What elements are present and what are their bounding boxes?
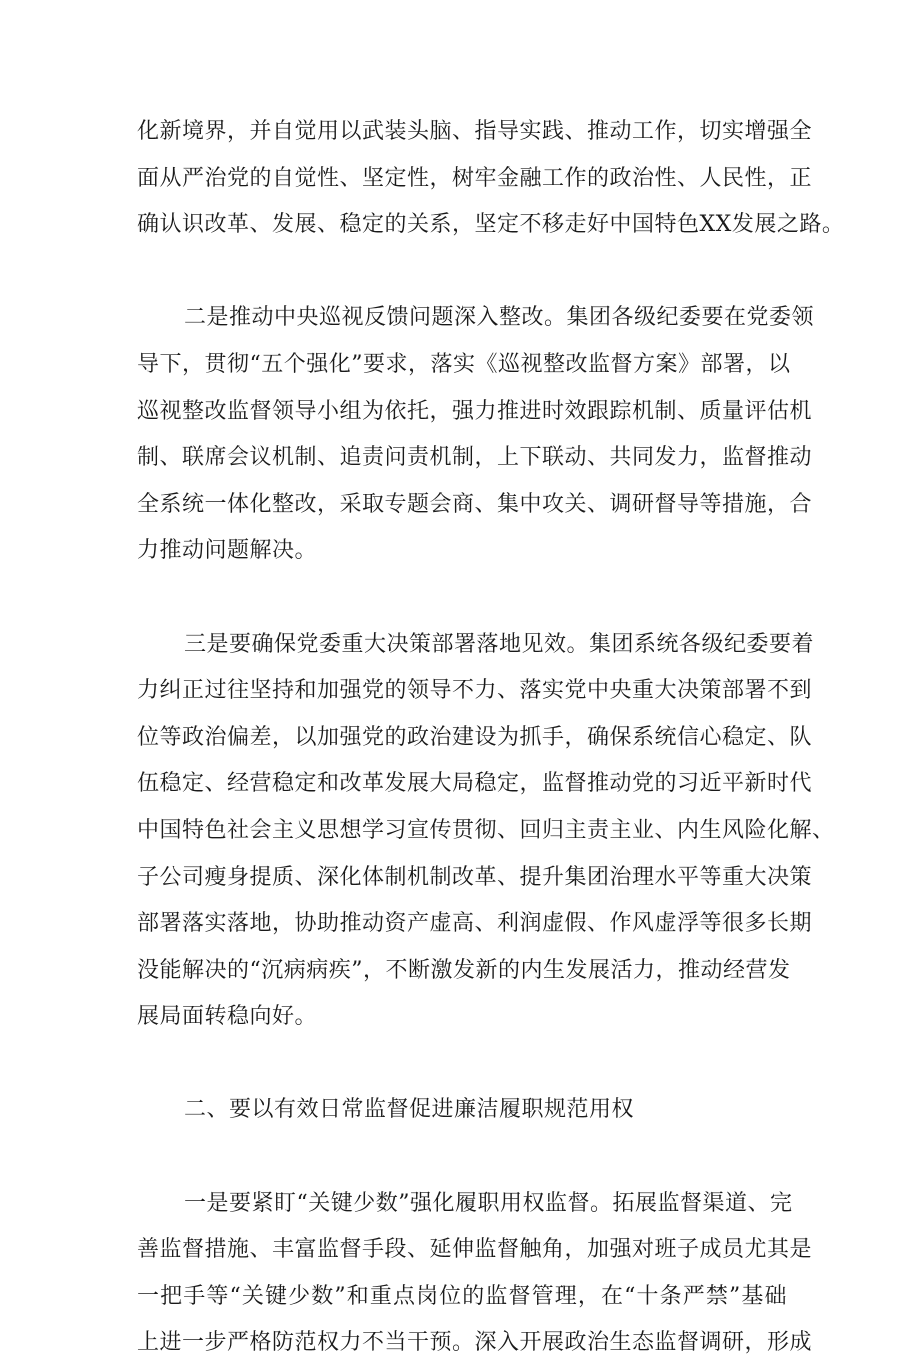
text-line: 没能解决的“沉病病疾”，不断激发新的内生发展活力，推动经营发: [137, 957, 791, 983]
text-line: 全系统一体化整改，采取专题会商、集中攻关、调研督导等措施，合: [137, 491, 813, 517]
text-line: 巡视整改监督领导小组为依托，强力推进时效跟踪机制、质量评估机: [137, 398, 813, 424]
text-line: 一是要紧盯“关键少数”强化履职用权监督。拓展监督渠道、完: [184, 1190, 793, 1216]
paragraph-inspection-rectification: [137, 295, 815, 575]
paragraph-spacer: [137, 1134, 787, 1181]
text-line: 部署落实落地，协助推动资产虚高、利润虚假、作风虚浮等很多长期: [137, 911, 813, 937]
text-line: 力推动问题解决。: [137, 538, 318, 564]
heading-line: 二、要以有效日常监督促进廉洁履职规范用权: [184, 1097, 635, 1123]
text-line: 力纠正过往坚持和加强党的领导不力、落实党中央重大决策部署不到: [137, 678, 813, 704]
paragraph-spacer: [137, 1041, 787, 1088]
text-line: 善监督措施、丰富监督手段、延伸监督触角，加强对班子成员尤其是: [137, 1237, 813, 1263]
text-line: 一把手等“关键少数”和重点岗位的监督管理，在“十条严禁”基础: [137, 1283, 787, 1309]
paragraph-key-minority: [137, 1181, 813, 1367]
paragraph-major-decisions: [137, 622, 835, 1041]
text-line: 二是推动中央巡视反馈问题深入整改。集团各级纪委要在党委领: [184, 305, 815, 331]
paragraph-continuation: [137, 109, 845, 249]
text-line: 展局面转稳向好。: [137, 1004, 318, 1030]
text-line: 确认识改革、发展、稳定的关系，坚定不移走好中国特色XX发展之路。: [137, 212, 845, 238]
text-line: 上进一步严格防范权力不当干预。深入开展政治生态监督调研，形成: [137, 1330, 813, 1356]
text-line: 三是要确保党委重大决策部署落地见效。集团系统各级纪委要着: [184, 631, 815, 657]
text-line: 子公司瘦身提质、深化体制机制改革、提升集团治理水平等重大决策: [137, 864, 813, 890]
text-line: 化新境界，并自觉用以武装头脑、指导实践、推动工作，切实增强全: [137, 119, 813, 144]
text-line: 位等政治偏差，以加强党的政治建设为抓手，确保系统信心稳定、队: [137, 724, 813, 750]
text-line: 中国特色社会主义思想学习宣传贯彻、回归主责主业、内生风险化解、: [137, 817, 835, 843]
text-line: 面从严治党的自觉性、坚定性，树牢金融工作的政治性、人民性，正: [137, 165, 813, 191]
paragraph-spacer: [137, 249, 787, 296]
section-heading: [137, 1087, 787, 1134]
text-line: 制、联席会议机制、追责问责机制，上下联动、共同发力，监督推动: [137, 445, 813, 471]
paragraph-spacer: [137, 575, 787, 622]
text-line: 导下，贯彻“五个强化”要求，落实《巡视整改监督方案》部署，以: [137, 351, 791, 377]
document-page: [137, 109, 845, 1367]
text-line: 伍稳定、经营稳定和改革发展大局稳定，监督推动党的习近平新时代: [137, 771, 813, 797]
